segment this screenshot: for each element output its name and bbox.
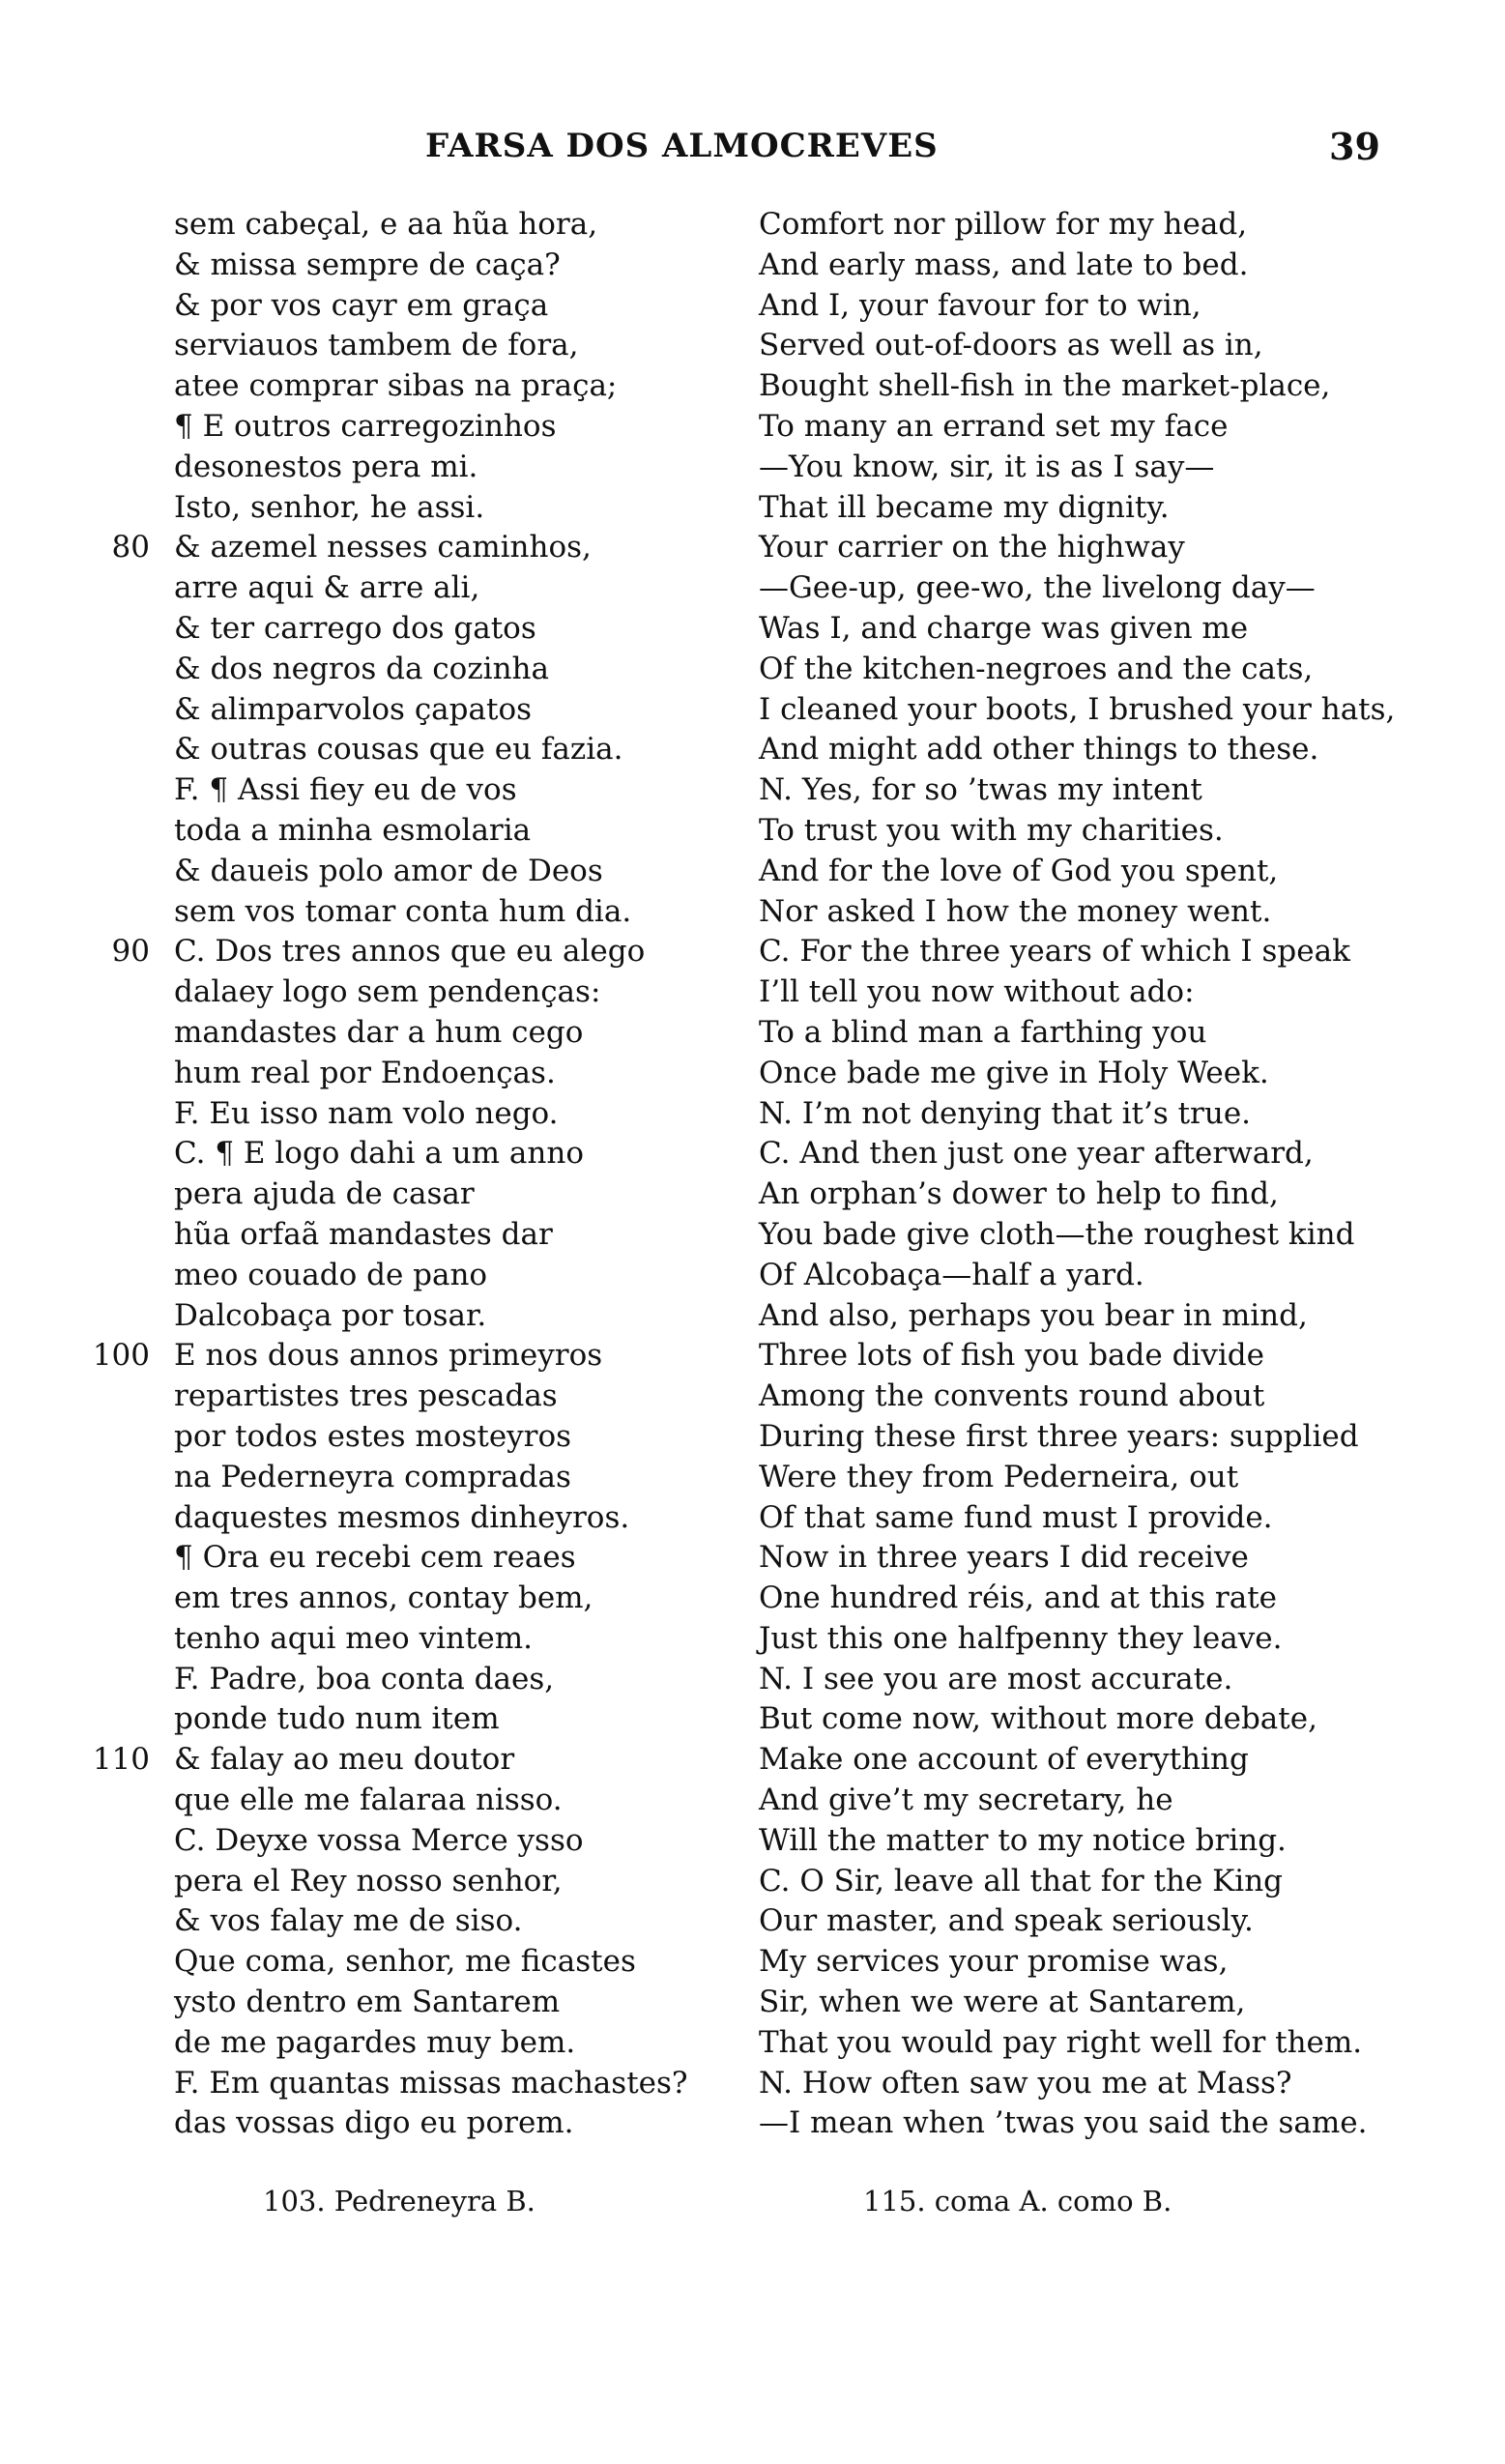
translation-line — [759, 1134, 1426, 1174]
verse-line — [92, 1134, 730, 1174]
verse-text: & missa sempre de caça? — [174, 246, 561, 282]
translation-line — [759, 1417, 1426, 1458]
translation-line — [759, 1174, 1426, 1215]
translation-text: To trust you with my charities. — [759, 812, 1224, 848]
translation-line — [759, 1054, 1426, 1094]
translation-line — [759, 2023, 1426, 2064]
translation-text: And for the love of God you spent, — [759, 853, 1279, 888]
verse-line — [92, 690, 730, 731]
translation-text: Make one account of everything — [759, 1742, 1249, 1778]
verse-line — [92, 972, 730, 1013]
verse-text: C. Dos tres annos que eu alego — [174, 934, 646, 970]
translation-text: Among the convents round about — [759, 1378, 1265, 1414]
translation-line — [759, 609, 1426, 650]
verse-text: sem cabeçal, e aa hũa hora, — [174, 207, 598, 242]
translation-text: One hundred réis, and at this rate — [759, 1580, 1278, 1616]
translation-line — [759, 407, 1426, 448]
verse-text: & outras cousas que eu fazia. — [174, 732, 623, 768]
verse-line — [92, 1983, 730, 2023]
translation-text: Just this one halfpenny they leave. — [759, 1620, 1283, 1656]
verse-line — [92, 1699, 730, 1740]
translation-text: Nor asked I how the money went. — [759, 893, 1272, 929]
translation-text: And also, perhaps you bear in mind, — [759, 1297, 1308, 1333]
translation-text: Served out-of-doors as well as in, — [759, 328, 1263, 363]
translation-text: Once bade me give in Holy Week. — [759, 1055, 1269, 1090]
translation-line — [759, 1821, 1426, 1862]
translation-line — [759, 1498, 1426, 1539]
verse-line — [92, 1740, 730, 1781]
verse-line — [92, 1174, 730, 1215]
translation-text: —Gee-up, gee-wo, the livelong day— — [759, 570, 1316, 606]
verse-line — [92, 852, 730, 892]
translation-text: C. And then just one year afterward, — [759, 1136, 1314, 1172]
verse-line — [92, 286, 730, 327]
verse-line — [92, 488, 730, 529]
translation-text: That you would pay right well for them. — [759, 2024, 1363, 2060]
verse-text: toda a minha esmolaria — [174, 812, 532, 848]
verse-text: dalaey logo sem pendenças: — [174, 974, 601, 1010]
verse-line — [92, 1013, 730, 1054]
english-translation-column — [759, 205, 1426, 2144]
line-number: 110 — [92, 1742, 150, 1778]
verse-text: & falay ao meu doutor — [174, 1742, 515, 1778]
translation-line — [759, 932, 1426, 972]
verse-line — [92, 448, 730, 488]
verse-text: hũa orfaã mandastes dar — [174, 1216, 553, 1252]
verse-line — [92, 1417, 730, 1458]
page-number: 39 — [1329, 125, 1380, 168]
translation-line — [759, 2064, 1426, 2104]
translation-line — [759, 1660, 1426, 1700]
translation-line — [759, 1781, 1426, 1821]
verse-line — [92, 246, 730, 286]
verse-text: atee comprar sibas na praça; — [174, 368, 618, 404]
verse-line — [92, 770, 730, 811]
verse-line — [92, 730, 730, 770]
translation-text: Of Alcobaça—half a yard. — [759, 1257, 1144, 1292]
verse-line — [92, 932, 730, 972]
verse-text: das vossas digo eu porem. — [174, 2105, 574, 2141]
verse-line — [92, 1862, 730, 1902]
translation-text: —You know, sir, it is as I say— — [759, 449, 1215, 484]
verse-line — [92, 1215, 730, 1256]
verse-text: serviauos tambem de fora, — [174, 328, 579, 363]
verse-line — [92, 811, 730, 852]
translation-line — [759, 690, 1426, 731]
verse-line — [92, 1660, 730, 1700]
verse-line — [92, 892, 730, 933]
translation-line — [759, 1013, 1426, 1054]
translation-line — [759, 568, 1426, 609]
portuguese-text-column — [92, 205, 730, 2144]
verse-line — [92, 366, 730, 407]
footnote-left: 103. Pedreneyra B. — [263, 2185, 535, 2218]
line-number: 100 — [92, 1338, 150, 1374]
verse-text: pera el Rey nosso senhor, — [174, 1863, 563, 1899]
translation-line — [759, 892, 1426, 933]
translation-line — [759, 1862, 1426, 1902]
verse-line — [92, 1458, 730, 1498]
translation-text: Our master, and speak seriously. — [759, 1903, 1254, 1939]
verse-text: arre aqui & arre ali, — [174, 570, 480, 606]
verse-text: ¶ E outros carregozinhos — [174, 408, 557, 444]
line-number: 90 — [111, 934, 150, 970]
translation-line — [759, 1336, 1426, 1377]
translation-line — [759, 448, 1426, 488]
translation-text: C. O Sir, leave all that for the King — [759, 1863, 1284, 1899]
translation-text: To many an errand set my face — [759, 408, 1229, 444]
verse-text: F. ¶ Assi fiey eu de vos — [174, 772, 517, 808]
translation-line — [759, 1256, 1426, 1296]
verse-text: ¶ Ora eu recebi cem reaes — [174, 1540, 576, 1576]
verse-text: que elle me falaraa nisso. — [174, 1783, 563, 1818]
verse-text: & azemel nesses caminhos, — [174, 530, 592, 565]
translation-line — [759, 326, 1426, 366]
translation-line — [759, 811, 1426, 852]
verse-line — [92, 1538, 730, 1579]
translation-text: C. For the three years of which I speak — [759, 934, 1350, 970]
verse-text: de me pagardes muy bem. — [174, 2024, 576, 2060]
translation-line — [759, 1699, 1426, 1740]
verse-text: C. ¶ E logo dahi a um anno — [174, 1136, 585, 1172]
translation-text: To a blind man a farthing you — [759, 1014, 1207, 1050]
translation-line — [759, 286, 1426, 327]
verse-text: Dalcobaça por tosar. — [174, 1297, 487, 1333]
translation-line — [759, 650, 1426, 690]
verse-text: & vos falay me de siso. — [174, 1903, 523, 1939]
verse-text: em tres annos, contay bem, — [174, 1580, 593, 1616]
translation-text: During these first three years: supplied — [759, 1418, 1359, 1454]
verse-text: Isto, senhor, he assi. — [174, 489, 485, 525]
translation-line — [759, 1377, 1426, 1417]
translation-text: Your carrier on the highway — [759, 530, 1185, 565]
translation-text: And I, your favour for to win, — [759, 287, 1201, 323]
translation-text: Was I, and charge was given me — [759, 610, 1249, 646]
verse-line — [92, 1256, 730, 1296]
verse-text: F. Eu isso nam volo nego. — [174, 1095, 559, 1131]
translation-line — [759, 528, 1426, 568]
verse-text: F. Padre, boa conta daes, — [174, 1661, 555, 1696]
verse-text: tenho aqui meo vintem. — [174, 1620, 534, 1656]
translation-line — [759, 1619, 1426, 1660]
translation-text: I’ll tell you now without ado: — [759, 974, 1195, 1010]
translation-text: That ill became my dignity. — [759, 489, 1170, 525]
translation-line — [759, 1942, 1426, 1983]
verse-text: mandastes dar a hum cego — [174, 1014, 584, 1050]
verse-text: desonestos pera mi. — [174, 449, 478, 484]
verse-line — [92, 1821, 730, 1862]
verse-text: repartistes tres pescadas — [174, 1378, 558, 1414]
verse-line — [92, 528, 730, 568]
verse-line — [92, 1781, 730, 1821]
translation-text: Will the matter to my notice bring. — [759, 1822, 1287, 1858]
verse-text: C. Deyxe vossa Merce ysso — [174, 1822, 584, 1858]
translation-line — [759, 2103, 1426, 2144]
verse-text: daquestes mesmos dinheyros. — [174, 1499, 630, 1535]
translation-text: Comfort nor pillow for my head, — [759, 207, 1248, 242]
translation-text: Sir, when we were at Santarem, — [759, 1985, 1246, 2020]
verse-line — [92, 1498, 730, 1539]
verse-line — [92, 2023, 730, 2064]
running-title: FARSA DOS ALMOCREVES — [425, 127, 939, 165]
translation-line — [759, 1901, 1426, 1942]
verse-text: Que coma, senhor, me ficastes — [174, 1944, 636, 1980]
verse-text: por todos estes mosteyros — [174, 1418, 572, 1454]
translation-line — [759, 1094, 1426, 1135]
line-number: 80 — [111, 530, 150, 565]
translation-text: Now in three years I did receive — [759, 1540, 1249, 1576]
translation-text: An orphan’s dower to help to find, — [759, 1176, 1279, 1212]
verse-text: pera ajuda de casar — [174, 1176, 475, 1212]
translation-text: I cleaned your boots, I brushed your hats, — [759, 691, 1396, 727]
translation-line — [759, 205, 1426, 246]
translation-line — [759, 488, 1426, 529]
verse-line — [92, 1901, 730, 1942]
verse-text: & por vos cayr em graça — [174, 287, 549, 323]
translation-line — [759, 366, 1426, 407]
translation-text: And early mass, and late to bed. — [759, 246, 1249, 282]
verse-line — [92, 407, 730, 448]
translation-text: Of that same fund must I provide. — [759, 1499, 1273, 1535]
translation-line — [759, 972, 1426, 1013]
translation-line — [759, 1215, 1426, 1256]
verse-line — [92, 2064, 730, 2104]
translation-line — [759, 1983, 1426, 2023]
verse-line — [92, 1377, 730, 1417]
verse-text: ponde tudo num item — [174, 1701, 500, 1737]
verse-text: ysto dentro em Santarem — [174, 1985, 561, 2020]
verse-line — [92, 609, 730, 650]
translation-line — [759, 1740, 1426, 1781]
verse-line — [92, 1619, 730, 1660]
verse-line — [92, 1579, 730, 1619]
translation-line — [759, 1458, 1426, 1498]
translation-line — [759, 1579, 1426, 1619]
translation-text: You bade give cloth—the roughest kind — [759, 1216, 1355, 1252]
translation-text: N. I’m not denying that it’s true. — [759, 1095, 1252, 1131]
verse-text: E nos dous annos primeyros — [174, 1338, 603, 1374]
translation-text: Bought shell-fish in the market-place, — [759, 368, 1331, 404]
translation-text: N. How often saw you me at Mass? — [759, 2065, 1292, 2101]
translation-text: —I mean when ’twas you said the same. — [759, 2105, 1368, 2141]
translation-line — [759, 246, 1426, 286]
verse-text: & dos negros da cozinha — [174, 651, 549, 686]
verse-line — [92, 1942, 730, 1983]
verse-line — [92, 1094, 730, 1135]
translation-text: N. Yes, for so ’twas my intent — [759, 772, 1202, 808]
verse-text: & ter carrego dos gatos — [174, 610, 536, 646]
translation-line — [759, 852, 1426, 892]
verse-line — [92, 568, 730, 609]
verse-text: & alimparvolos çapatos — [174, 691, 533, 727]
verse-line — [92, 205, 730, 246]
translation-text: But come now, without more debate, — [759, 1701, 1317, 1737]
translation-text: My services your promise was, — [759, 1944, 1229, 1980]
translation-line — [759, 1296, 1426, 1337]
verse-text: & daueis polo amor de Deos — [174, 853, 603, 888]
translation-text: Were they from Pederneira, out — [759, 1459, 1239, 1494]
verse-line — [92, 650, 730, 690]
translation-text: And give’t my secretary, he — [759, 1783, 1173, 1818]
verse-line — [92, 1054, 730, 1094]
translation-text: N. I see you are most accurate. — [759, 1661, 1233, 1696]
translation-text: Three lots of fish you bade divide — [759, 1338, 1264, 1374]
verse-line — [92, 1296, 730, 1337]
verse-line — [92, 326, 730, 366]
verse-text: F. Em quantas missas machastes? — [174, 2065, 688, 2101]
verse-text: sem vos tomar conta hum dia. — [174, 893, 632, 929]
translation-text: And might add other things to these. — [759, 732, 1319, 768]
verse-text: meo couado de pano — [174, 1257, 488, 1292]
verse-text: na Pederneyra compradas — [174, 1459, 571, 1494]
footnote-right: 115. coma A. como B. — [863, 2185, 1172, 2218]
translation-line — [759, 1538, 1426, 1579]
translation-line — [759, 770, 1426, 811]
verse-line — [92, 2103, 730, 2144]
translation-line — [759, 730, 1426, 770]
verse-text: hum real por Endoenças. — [174, 1055, 556, 1090]
translation-text: Of the kitchen-negroes and the cats, — [759, 651, 1314, 686]
verse-line — [92, 1336, 730, 1377]
